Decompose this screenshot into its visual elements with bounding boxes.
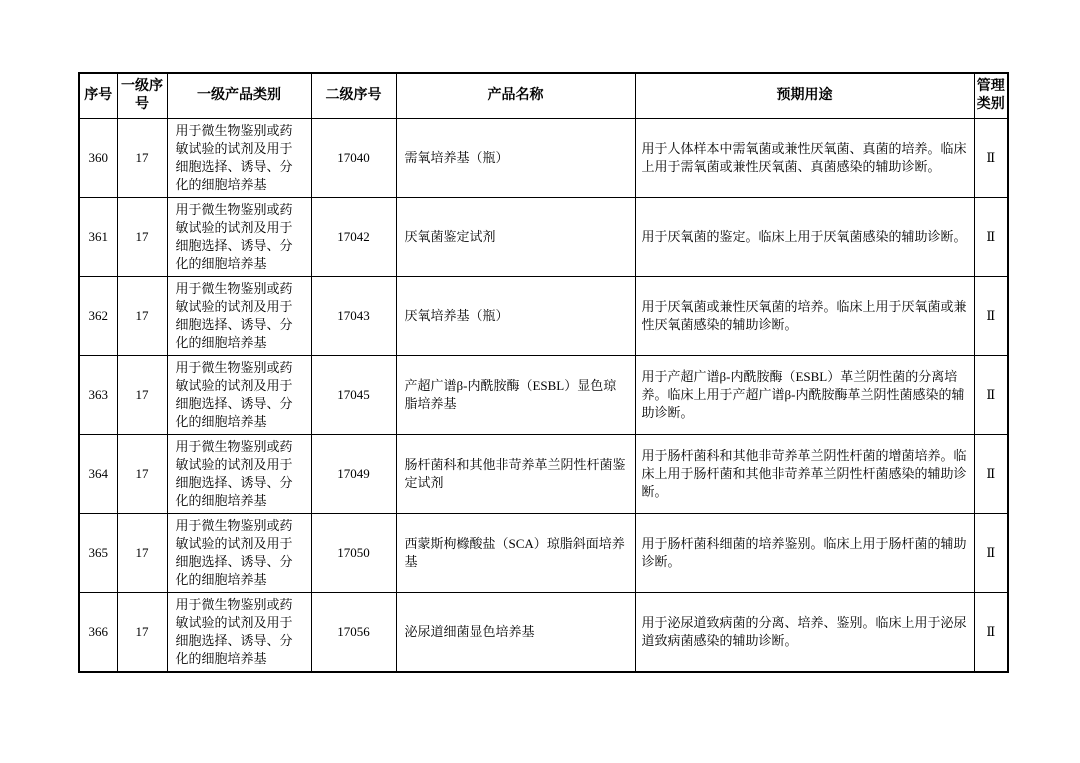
level2-seq-cell: 17042 (311, 198, 396, 277)
mgmt-class-cell: Ⅱ (974, 277, 1008, 356)
intended-use-cell: 用于厌氧菌或兼性厌氧菌的培养。临床上用于厌氧菌或兼性厌氧菌感染的辅助诊断。 (635, 277, 974, 356)
mgmt-class-cell: Ⅱ (974, 435, 1008, 514)
intended-use-cell: 用于肠杆菌科和其他非苛养革兰阴性杆菌的增菌培养。临床上用于肠杆菌和其他非苛养革兰阴性杆菌感染的辅助诊断。 (635, 435, 974, 514)
product-name-cell: 西蒙斯枸橼酸盐（SCA）琼脂斜面培养基 (396, 514, 635, 593)
level2-seq-cell: 17050 (311, 514, 396, 593)
mgmt-class-cell: Ⅱ (974, 119, 1008, 198)
table-row-365 (79, 514, 1008, 593)
category-cell: 用于微生物鉴别或药敏试验的试剂及用于细胞选择、诱导、分化的细胞培养基 (167, 198, 311, 277)
level2-seq-cell: 17045 (311, 356, 396, 435)
mgmt-class-cell: Ⅱ (974, 593, 1008, 673)
mgmt-class-cell: Ⅱ (974, 356, 1008, 435)
intended-use-cell: 用于人体样本中需氧菌或兼性厌氧菌、真菌的培养。临床上用于需氧菌或兼性厌氧菌、真菌感染的辅助诊断。 (635, 119, 974, 198)
seq-cell: 362 (79, 277, 117, 356)
intended-use-cell: 用于肠杆菌科细菌的培养鉴别。临床上用于肠杆菌的辅助诊断。 (635, 514, 974, 593)
mgmt-class-cell: Ⅱ (974, 514, 1008, 593)
category-cell: 用于微生物鉴别或药敏试验的试剂及用于细胞选择、诱导、分化的细胞培养基 (167, 119, 311, 198)
product-name-cell: 厌氧菌鉴定试剂 (396, 198, 635, 277)
level1-seq-cell: 17 (117, 198, 167, 277)
mgmt-class-cell: Ⅱ (974, 198, 1008, 277)
category-cell: 用于微生物鉴别或药敏试验的试剂及用于细胞选择、诱导、分化的细胞培养基 (167, 277, 311, 356)
product-name-cell: 产超广谱β-内酰胺酶（ESBL）显色琼脂培养基 (396, 356, 635, 435)
seq-cell: 360 (79, 119, 117, 198)
category-cell: 用于微生物鉴别或药敏试验的试剂及用于细胞选择、诱导、分化的细胞培养基 (167, 593, 311, 673)
product-name-cell: 厌氧培养基（瓶） (396, 277, 635, 356)
col-header-category: 一级产品类别 (167, 73, 311, 119)
level1-seq-cell: 17 (117, 277, 167, 356)
col-header-product-name: 产品名称 (396, 73, 635, 119)
product-name-cell: 需氧培养基（瓶） (396, 119, 635, 198)
seq-cell: 365 (79, 514, 117, 593)
level1-seq-cell: 17 (117, 514, 167, 593)
table-row-366 (79, 593, 1008, 673)
level2-seq-cell: 17056 (311, 593, 396, 673)
intended-use-cell: 用于产超广谱β-内酰胺酶（ESBL）革兰阴性菌的分离培养。临床上用于产超广谱β-内酰胺酶革兰阴性菌感染的辅助诊断。 (635, 356, 974, 435)
table-row-361 (79, 198, 1008, 277)
table-row-364 (79, 435, 1008, 514)
level2-seq-cell: 17043 (311, 277, 396, 356)
seq-cell: 366 (79, 593, 117, 673)
col-header-level1-seq: 一级序号 (117, 73, 167, 119)
intended-use-cell: 用于泌尿道致病菌的分离、培养、鉴别。临床上用于泌尿道致病菌感染的辅助诊断。 (635, 593, 974, 673)
category-cell: 用于微生物鉴别或药敏试验的试剂及用于细胞选择、诱导、分化的细胞培养基 (167, 356, 311, 435)
product-classification-table (78, 72, 1009, 673)
level2-seq-cell: 17040 (311, 119, 396, 198)
product-name-cell: 泌尿道细菌显色培养基 (396, 593, 635, 673)
category-cell: 用于微生物鉴别或药敏试验的试剂及用于细胞选择、诱导、分化的细胞培养基 (167, 435, 311, 514)
product-name-cell: 肠杆菌科和其他非苛养革兰阴性杆菌鉴定试剂 (396, 435, 635, 514)
col-header-intended-use: 预期用途 (635, 73, 974, 119)
table-row-360 (79, 119, 1008, 198)
category-cell: 用于微生物鉴别或药敏试验的试剂及用于细胞选择、诱导、分化的细胞培养基 (167, 514, 311, 593)
table-row-363 (79, 356, 1008, 435)
intended-use-cell: 用于厌氧菌的鉴定。临床上用于厌氧菌感染的辅助诊断。 (635, 198, 974, 277)
seq-cell: 361 (79, 198, 117, 277)
level2-seq-cell: 17049 (311, 435, 396, 514)
level1-seq-cell: 17 (117, 356, 167, 435)
col-header-mgmt-class: 管理类别 (974, 73, 1008, 119)
level1-seq-cell: 17 (117, 435, 167, 514)
col-header-level2-seq: 二级序号 (311, 73, 396, 119)
header-row (79, 73, 1008, 119)
seq-cell: 363 (79, 356, 117, 435)
level1-seq-cell: 17 (117, 593, 167, 673)
level1-seq-cell: 17 (117, 119, 167, 198)
col-header-seq: 序号 (79, 73, 117, 119)
table-row-362 (79, 277, 1008, 356)
seq-cell: 364 (79, 435, 117, 514)
